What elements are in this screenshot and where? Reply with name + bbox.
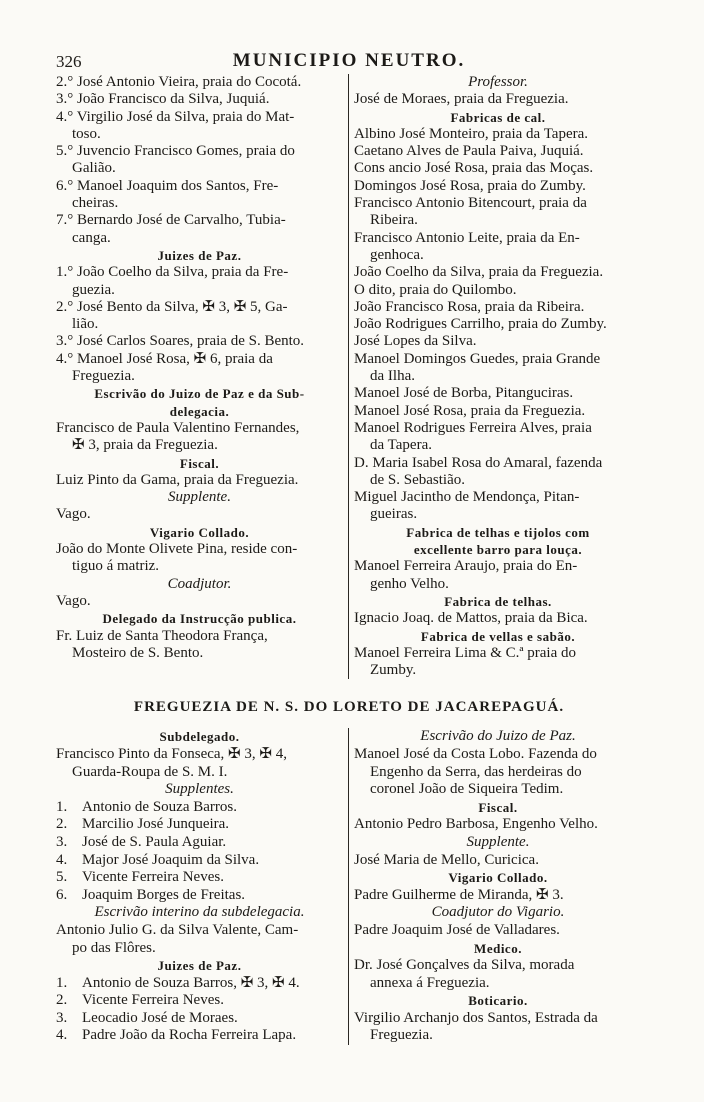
entry-line: [56, 852, 343, 870]
entry-line: Ignacio Joaq. de Mattos, praia da Bica.: [354, 610, 588, 627]
entry-line: 6.° Manoel Joaquim dos Santos, Fre-: [56, 177, 279, 194]
entry-line: Padre Guilherme de Miranda, ✠ 3.: [354, 886, 564, 903]
entry-number: 2.: [56, 816, 68, 833]
entry-line: 3.° João Francisco da Silva, Juquiá.: [56, 91, 270, 108]
entry-line: 2.° José Antonio Vieira, praia do Cocotá.: [56, 74, 302, 90]
entry-text: Major José Joaquim da Silva.: [82, 851, 260, 868]
section-heading: Fiscal.: [179, 455, 220, 471]
top-left-column: [56, 74, 349, 679]
entry-line: José Lopes da Silva.: [354, 333, 477, 350]
top-section: [56, 74, 642, 679]
entry-continuation: Guarda-Roupa de S. M. I.: [72, 763, 228, 780]
entry-number: 6.: [56, 886, 68, 903]
entry-number: 4.: [56, 851, 68, 868]
entry-text: Marcilio José Junqueira.: [82, 816, 230, 833]
entry-text: Joaquim Borges de Freitas.: [82, 886, 246, 903]
section-heading: Supplente.: [466, 833, 530, 850]
entry-text: Leocadio José de Moraes.: [82, 1009, 238, 1026]
section-title: FREGUEZIA DE N. S. DO LORETO DE JACAREPAGUÁ.: [133, 699, 565, 716]
section-heading: Escrivão do Juizo de Paz e da Sub-: [94, 386, 305, 402]
section-heading: Fiscal.: [478, 799, 518, 815]
entry-line: Domingos José Rosa, praia do Zumby.: [354, 177, 586, 194]
entry-line: Manoel Ferreira Araujo, praia do En-: [354, 558, 578, 575]
entry-continuation: Freguezia.: [72, 368, 135, 385]
entry-line: João Francisco Rosa, praia da Ribeira.: [354, 298, 585, 315]
entry-line: Dr. José Gonçalves da Silva, morada: [354, 957, 575, 974]
section-heading: Boticario.: [468, 993, 528, 1009]
entry-line: José Maria de Mello, Curicica.: [354, 851, 539, 868]
entry-line: O dito, praia do Quilombo.: [354, 281, 517, 298]
entry-line: [56, 887, 343, 905]
entry-continuation: po das Flôres.: [72, 939, 156, 956]
section-heading: delegacia.: [169, 403, 230, 419]
entry-continuation: tiguo á matriz.: [72, 558, 160, 575]
entry-line: [56, 799, 343, 817]
entry-line: Albino José Monteiro, praia da Tapera.: [354, 125, 589, 142]
entry-continuation: da Ilha.: [370, 368, 415, 385]
entry-line: Manoel Ferreira Lima & C.ª praia do: [354, 644, 576, 661]
entry-text: Padre João da Rocha Ferreira Lapa.: [82, 1027, 297, 1044]
entry-line: Padre Joaquim José de Valladares.: [354, 921, 560, 938]
entry-line: [56, 834, 343, 852]
entry-line: 1.° João Coelho da Silva, praia da Fre-: [56, 264, 289, 281]
section-heading: Coadjutor.: [167, 575, 232, 592]
entry-continuation: coronel João de Siqueira Tedim.: [370, 781, 564, 798]
section-heading: excellente barro para louça.: [413, 542, 583, 558]
section-heading: Escrivão do Juizo de Paz.: [420, 728, 576, 745]
entry-continuation: Mosteiro de S. Bento.: [72, 644, 204, 661]
section2-right-column: [349, 728, 642, 1045]
section-heading: Escrivão interino da subdelegacia.: [94, 904, 305, 921]
entry-line: Fr. Luiz de Santa Theodora França,: [56, 627, 268, 644]
entry-continuation: genhoca.: [370, 246, 424, 263]
section-heading: Vigario Collado.: [149, 524, 250, 540]
section-heading: Fabrica de telhas.: [444, 593, 552, 609]
entry-line: Vago.: [56, 506, 91, 523]
entry-line: [56, 975, 343, 993]
entry-line: Manoel José de Borba, Pitanguciras.: [354, 385, 574, 402]
entry-line: Caetano Alves de Paula Paiva, Juquiá.: [354, 143, 584, 160]
jacarepagua-section: [56, 728, 642, 1045]
entry-line: Manoel José Rosa, praia da Freguezia.: [354, 402, 586, 419]
section2-left-column: [56, 728, 349, 1045]
entry-line: Manoel José da Costa Lobo. Fazenda do: [354, 745, 597, 762]
entry-number: 1.: [56, 974, 68, 991]
section-heading: Fabricas de cal.: [450, 109, 546, 125]
entry-continuation: lião.: [72, 316, 99, 333]
section-heading: Fabrica de telhas e tijolos com: [406, 524, 590, 540]
entry-line: Francisco Pinto da Fonseca, ✠ 3, ✠ 4,: [56, 745, 287, 762]
entry-line: Francisco Antonio Bitencourt, praia da: [354, 195, 587, 212]
entry-line: Francisco de Paula Valentino Fernandes,: [56, 419, 300, 436]
entry-line: Francisco Antonio Leite, praia da En-: [354, 229, 580, 246]
entry-line: Manoel Domingos Guedes, praia Grande: [354, 350, 601, 367]
entry-continuation: da Tapera.: [370, 437, 432, 454]
section-heading: Vigario Collado.: [448, 870, 548, 886]
entry-line: João Rodrigues Carrilho, praia do Zumby.: [354, 316, 607, 333]
entry-text: Antonio de Souza Barros, ✠ 3, ✠ 4.: [82, 974, 300, 991]
entry-line: 4.° Manoel José Rosa, ✠ 6, praia da: [56, 350, 273, 367]
entry-line: João do Monte Olivete Pina, reside con-: [56, 541, 298, 558]
entry-line: Cons ancio José Rosa, praia das Moças.: [354, 160, 594, 177]
entry-continuation: de S. Sebastião.: [370, 471, 465, 488]
entry-text: Antonio de Souza Barros.: [82, 798, 237, 815]
entry-continuation: toso.: [72, 125, 101, 142]
entry-text: Vicente Ferreira Neves.: [82, 992, 224, 1009]
section-heading: Professor.: [468, 74, 528, 90]
entry-number: 3.: [56, 1009, 68, 1026]
entry-line: Miguel Jacintho de Mendonça, Pitan-: [354, 489, 580, 506]
page-number: 326: [56, 52, 82, 71]
entry-line: [56, 869, 343, 887]
entry-number: 5.: [56, 869, 68, 886]
entry-number: 2.: [56, 992, 68, 1009]
entry-line: 5.° Juvencio Francisco Gomes, praia do: [56, 143, 295, 160]
entry-line: Antonio Pedro Barbosa, Engenho Velho.: [354, 816, 598, 833]
entry-continuation: Freguezia.: [370, 1027, 433, 1044]
entry-line: 4.° Virgilio José da Silva, praia do Mat-: [56, 108, 295, 125]
section-heading: Medico.: [474, 940, 522, 956]
entry-line: João Coelho da Silva, praia da Freguezia.: [354, 264, 604, 281]
entry-continuation: ✠ 3, praia da Freguezia.: [72, 437, 218, 454]
entry-line: 2.° José Bento da Silva, ✠ 3, ✠ 5, Ga-: [56, 298, 288, 315]
entry-continuation: Ribeira.: [370, 212, 418, 229]
entry-continuation: guezia.: [72, 281, 115, 298]
entry-line: [56, 816, 343, 834]
entry-text: José de S. Paula Aguiar.: [82, 833, 227, 850]
section-heading: Supplentes.: [165, 781, 234, 798]
entry-number: 4.: [56, 1027, 68, 1044]
entry-text: Vicente Ferreira Neves.: [82, 869, 224, 886]
section-heading: Juizes de Paz.: [157, 958, 242, 974]
entry-line: 3.° José Carlos Soares, praia de S. Bento.: [56, 333, 305, 350]
entry-continuation: annexa á Freguezia.: [370, 974, 490, 991]
entry-number: 3.: [56, 833, 68, 850]
entry-continuation: Engenho da Serra, das herdeiras do: [370, 763, 582, 780]
entry-continuation: cheiras.: [72, 195, 119, 212]
top-right-column: [349, 74, 642, 679]
entry-continuation: Zumby.: [370, 662, 417, 679]
entry-continuation: gueiras.: [370, 506, 418, 523]
section-heading: Juizes de Paz.: [157, 247, 242, 263]
entry-line: Manoel Rodrigues Ferreira Alves, praia: [354, 419, 592, 436]
running-title: MUNICIPIO NEUTRO.: [232, 50, 466, 71]
entry-continuation: Galião.: [72, 160, 116, 177]
page: [56, 48, 642, 1045]
section-heading: Fabrica de vellas e sabão.: [420, 628, 576, 644]
section-heading: Subdelegado.: [159, 729, 240, 745]
entry-continuation: canga.: [72, 229, 111, 246]
entry-line: Vago.: [56, 592, 91, 609]
entry-line: [56, 1010, 343, 1028]
entry-number: 1.: [56, 798, 68, 815]
entry-line: Virgilio Archanjo dos Santos, Estrada da: [354, 1009, 598, 1026]
section-heading: Coadjutor do Vigario.: [431, 904, 565, 921]
entry-line: 7.° Bernardo José de Carvalho, Tubia-: [56, 212, 286, 229]
entry-continuation: genho Velho.: [370, 575, 449, 592]
entry-line: José de Moraes, praia da Freguezia.: [354, 91, 569, 108]
entry-line: Antonio Julio G. da Silva Valente, Cam-: [56, 921, 299, 938]
entry-line: [56, 1027, 343, 1045]
entry-line: [56, 992, 343, 1010]
entry-line: Luiz Pinto da Gama, praia da Freguezia.: [56, 471, 299, 488]
section-heading: Supplente.: [168, 489, 231, 506]
running-head: [56, 48, 642, 74]
entry-line: D. Maria Isabel Rosa do Amaral, fazenda: [354, 454, 603, 471]
section-heading: Delegado da Instrucção publica.: [102, 611, 297, 627]
